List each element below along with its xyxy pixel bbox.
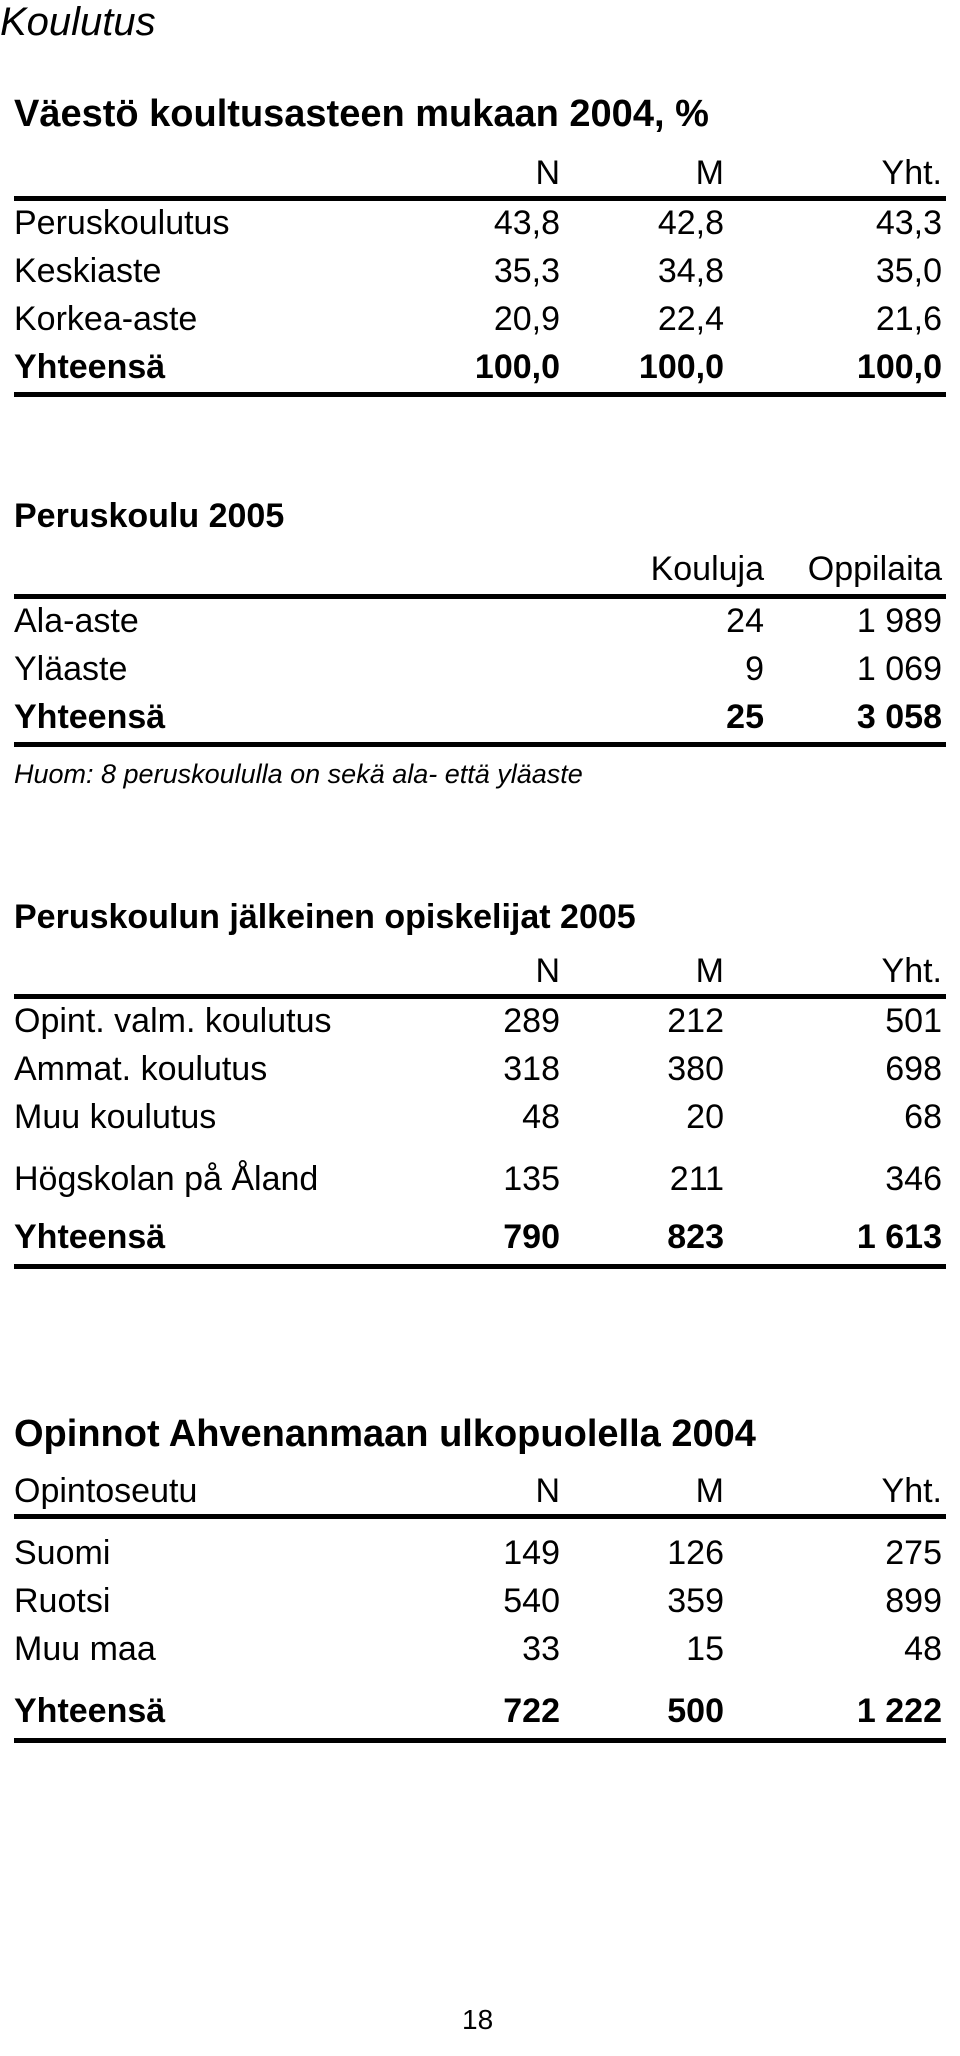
cell-schools: 9 bbox=[745, 650, 764, 688]
cell-total: 275 bbox=[885, 1534, 942, 1572]
cell-total: 698 bbox=[885, 1050, 942, 1088]
table-row bbox=[0, 1578, 960, 1624]
row-label: Muu maa bbox=[14, 1630, 156, 1668]
row-label: Korkea-aste bbox=[14, 300, 198, 338]
cell-m: 126 bbox=[667, 1534, 724, 1572]
table-header-row bbox=[0, 546, 960, 592]
header-rule bbox=[14, 1514, 946, 1519]
cell-n: 33 bbox=[522, 1630, 560, 1668]
table-row bbox=[0, 1626, 960, 1672]
table-row bbox=[0, 1094, 960, 1140]
table-note: Huom: 8 peruskoululla on sekä ala- että yläaste bbox=[14, 759, 583, 789]
cell-m: 500 bbox=[667, 1692, 724, 1730]
row-label: Suomi bbox=[14, 1534, 111, 1572]
row-label: Högskolan på Åland bbox=[14, 1160, 319, 1198]
table-header-row bbox=[0, 1468, 960, 1514]
table-title: Opinnot Ahvenanmaan ulkopuolella 2004 bbox=[14, 1413, 756, 1455]
cell-total: 100,0 bbox=[856, 348, 942, 386]
cell-total: 35,0 bbox=[875, 252, 942, 290]
cell-n: 20,9 bbox=[493, 300, 560, 338]
col-header-schools: Kouluja bbox=[650, 550, 764, 588]
cell-total: 346 bbox=[885, 1160, 942, 1198]
row-label: Yhteensä bbox=[14, 1218, 166, 1256]
cell-total: 68 bbox=[904, 1098, 942, 1136]
cell-pupils: 3 058 bbox=[856, 698, 942, 736]
table-row bbox=[0, 200, 960, 246]
table-row bbox=[0, 646, 960, 692]
col-header-n: N bbox=[535, 1472, 560, 1510]
table-row bbox=[0, 1046, 960, 1092]
table-total-row bbox=[0, 1214, 960, 1260]
cell-m: 20 bbox=[686, 1098, 724, 1136]
col-header-total: Yht. bbox=[881, 1472, 942, 1510]
cell-m: 212 bbox=[667, 1002, 724, 1040]
row-label: Yhteensä bbox=[14, 1692, 166, 1730]
cell-n: 318 bbox=[503, 1050, 560, 1088]
cell-n: 43,8 bbox=[493, 204, 560, 242]
cell-n: 790 bbox=[503, 1218, 560, 1256]
table-total-row bbox=[0, 344, 960, 390]
row-label: Yhteensä bbox=[14, 348, 166, 386]
table-total-row bbox=[0, 694, 960, 740]
col-header-pupils: Oppilaita bbox=[807, 550, 942, 588]
cell-n: 289 bbox=[503, 1002, 560, 1040]
cell-n: 135 bbox=[503, 1160, 560, 1198]
cell-pupils: 1 989 bbox=[856, 602, 942, 640]
cell-m: 211 bbox=[669, 1160, 724, 1198]
row-label: Ala-aste bbox=[14, 602, 139, 640]
cell-total: 43,3 bbox=[875, 204, 942, 242]
table-row bbox=[0, 248, 960, 294]
table-row bbox=[0, 1530, 960, 1576]
section-heading: Koulutus bbox=[0, 0, 156, 44]
cell-m: 22,4 bbox=[657, 300, 724, 338]
bottom-rule bbox=[14, 392, 946, 397]
table-title: Peruskoulu 2005 bbox=[14, 497, 285, 535]
cell-m: 100,0 bbox=[638, 348, 724, 386]
col-header-m: M bbox=[695, 952, 724, 990]
row-label: Yhteensä bbox=[14, 698, 166, 736]
col-header-total: Yht. bbox=[881, 952, 942, 990]
cell-schools: 25 bbox=[726, 698, 764, 736]
table-total-row bbox=[0, 1688, 960, 1734]
cell-total: 501 bbox=[885, 1002, 942, 1040]
bottom-rule bbox=[14, 1738, 946, 1743]
cell-total: 899 bbox=[885, 1582, 942, 1620]
col-header-m: M bbox=[695, 154, 724, 192]
cell-m: 15 bbox=[686, 1630, 724, 1668]
row-label: Yläaste bbox=[14, 650, 128, 688]
col-header-m: M bbox=[695, 1472, 724, 1510]
cell-total: 1 222 bbox=[856, 1692, 942, 1730]
cell-pupils: 1 069 bbox=[856, 650, 942, 688]
cell-total: 21,6 bbox=[875, 300, 942, 338]
cell-m: 34,8 bbox=[657, 252, 724, 290]
cell-n: 540 bbox=[503, 1582, 560, 1620]
table-row bbox=[0, 296, 960, 342]
col-header-total: Yht. bbox=[881, 154, 942, 192]
cell-m: 42,8 bbox=[657, 204, 724, 242]
col-header-region: Opintoseutu bbox=[14, 1472, 198, 1510]
row-label: Peruskoulutus bbox=[14, 204, 230, 242]
bottom-rule bbox=[14, 1264, 946, 1269]
table-header-row bbox=[0, 150, 960, 196]
cell-n: 722 bbox=[503, 1692, 560, 1730]
row-label: Muu koulutus bbox=[14, 1098, 217, 1136]
cell-total: 1 613 bbox=[856, 1218, 942, 1256]
cell-n: 149 bbox=[503, 1534, 560, 1572]
cell-n: 35,3 bbox=[493, 252, 560, 290]
table-header-row bbox=[0, 948, 960, 994]
bottom-rule bbox=[14, 742, 946, 747]
table-row bbox=[0, 1156, 960, 1202]
row-label: Opint. valm. koulutus bbox=[14, 1002, 332, 1040]
col-header-n: N bbox=[535, 154, 560, 192]
col-header-n: N bbox=[535, 952, 560, 990]
cell-m: 380 bbox=[667, 1050, 724, 1088]
cell-m: 359 bbox=[667, 1582, 724, 1620]
row-label: Keskiaste bbox=[14, 252, 162, 290]
table-row bbox=[0, 598, 960, 644]
cell-m: 823 bbox=[667, 1218, 724, 1256]
cell-n: 48 bbox=[522, 1098, 560, 1136]
cell-total: 48 bbox=[904, 1630, 942, 1668]
page-number: 18 bbox=[462, 2004, 494, 2035]
table-title: Peruskoulun jälkeinen opiskelijat 2005 bbox=[14, 898, 636, 936]
table-title: Väestö koultusasteen mukaan 2004, % bbox=[14, 93, 709, 135]
row-label: Ammat. koulutus bbox=[14, 1050, 268, 1088]
cell-schools: 24 bbox=[726, 602, 764, 640]
row-label: Ruotsi bbox=[14, 1582, 111, 1620]
table-row bbox=[0, 998, 960, 1044]
cell-n: 100,0 bbox=[474, 348, 560, 386]
